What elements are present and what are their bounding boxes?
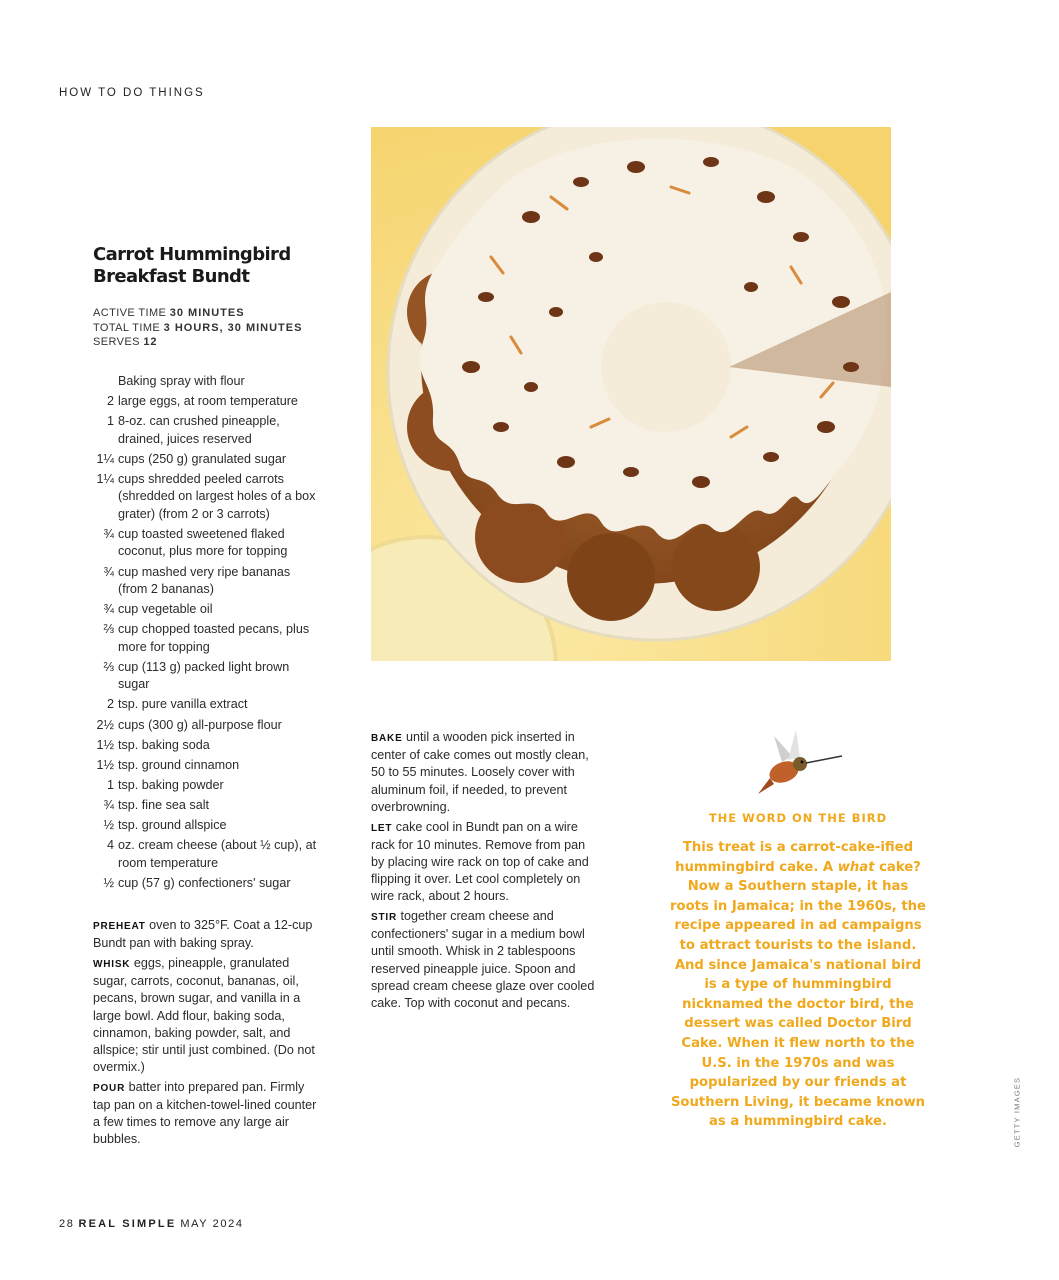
magazine-brand: REAL SIMPLE	[78, 1218, 177, 1230]
ingredient-text: tsp. pure vanilla extract	[118, 697, 248, 712]
ingredient-qty: 1¼	[96, 471, 114, 486]
instructions-right	[371, 729, 599, 1015]
ingredient-item	[88, 393, 320, 411]
active-time: ACTIVE TIME 30 MINUTES	[93, 307, 245, 319]
ingredient-text: cup vegetable oil	[118, 602, 213, 617]
ingredient-item	[88, 696, 320, 714]
ingredient-text: cups shredded peeled carrots (shredded on largest holes of a box grater) (from 2 or 3 carrots)	[118, 471, 316, 521]
step-keyword: BAKE	[371, 733, 403, 744]
ingredient-item	[88, 659, 320, 694]
ingredient-item	[88, 621, 320, 656]
ingredient-text: cup (113 g) packed light brown sugar	[118, 659, 290, 692]
ingredient-qty: 1	[106, 414, 114, 429]
page-footer	[59, 1218, 244, 1230]
ingredient-text: large eggs, at room temperature	[118, 394, 298, 409]
instruction-step	[371, 819, 599, 906]
ingredient-qty: ½	[103, 875, 114, 890]
ingredients-list	[88, 373, 320, 895]
ingredient-item	[88, 817, 320, 835]
ingredient-qty: ¾	[103, 564, 114, 579]
step-text: together cream cheese and confectioners' sugar in a medium bowl until smooth. Whisk in 2 tablespoons reserved pineapple juice. Spoon and spread cream cheese glaze over cooled cake. Top with coconut and pecans.	[371, 909, 595, 1011]
step-keyword: POUR	[93, 1082, 126, 1094]
instruction-step	[371, 729, 599, 816]
step-keyword: LET	[371, 822, 393, 834]
ingredient-item	[88, 564, 320, 599]
step-text: until a wooden pick inserted in center of cake comes out mostly clean, 50 to 55 minutes. Loosely cover with aluminum foil, if needed, to prevent overbrowning.	[371, 730, 589, 814]
page-number: 28	[59, 1218, 75, 1230]
ingredient-text: oz. cream cheese (about ½ cup), at room temperature	[118, 838, 317, 870]
ingredient-qty: ⅔	[103, 622, 114, 637]
instruction-step	[371, 908, 599, 1012]
ingredient-text: cups (300 g) all-purpose flour	[118, 717, 282, 732]
ingredient-item	[88, 837, 320, 872]
sidebar-heading: THE WORD ON THE BIRD	[708, 811, 888, 825]
ingredient-text: tsp. ground allspice	[118, 818, 227, 832]
ingredient-qty: 1¼	[96, 451, 114, 466]
recipe-title: Carrot Hummingbird Breakfast Bundt	[93, 244, 291, 287]
step-keyword: PREHEAT	[93, 921, 146, 932]
step-text: cake cool in Bundt pan on a wire rack for 10 minutes. Remove from pan by placing wire rack on top of cake and flipping it over. Let cool completely on wire rack, about 2 hours.	[371, 819, 589, 904]
servings: SERVES 12	[93, 336, 158, 348]
instruction-step	[93, 917, 317, 952]
ingredient-item	[88, 373, 320, 391]
ingredient-qty: ¾	[103, 602, 114, 617]
instructions-left	[93, 917, 317, 1151]
step-text: eggs, pineapple, granulated sugar, carrots, coconut, bananas, oil, pecans, brown sugar, and vanilla in a large bowl. Add flour, baking soda, cinnamon, baking powder, salt, and allspice; stir until just combined. (Do not overmix.)	[93, 955, 315, 1075]
total-time: TOTAL TIME 3 HOURS, 30 MINUTES	[93, 321, 303, 334]
bundt-cake-photo	[371, 127, 891, 661]
ingredient-qty: ¾	[103, 797, 114, 812]
step-keyword: STIR	[371, 912, 397, 924]
ingredient-qty	[88, 373, 118, 391]
ingredient-qty: 1	[106, 777, 114, 792]
ingredient-item	[88, 757, 320, 775]
ingredient-qty: 1½	[96, 737, 114, 752]
ingredient-qty: ½	[103, 818, 114, 832]
ingredient-qty: ⅔	[103, 659, 114, 674]
recipe-meta	[93, 306, 302, 350]
ingredient-item	[88, 526, 320, 561]
ingredient-item	[88, 717, 320, 735]
ingredient-text: cup (57 g) confectioners' sugar	[118, 875, 291, 890]
ingredient-qty: 4	[106, 838, 114, 853]
ingredient-qty: ¾	[103, 526, 114, 541]
ingredient-item	[88, 471, 320, 524]
step-text: oven to 325°F. Coat a 12-cup Bundt pan with baking spray.	[93, 918, 313, 951]
ingredient-qty: 1½	[96, 757, 114, 772]
instruction-step	[93, 955, 317, 1076]
ingredient-qty: 2	[106, 394, 114, 409]
ingredient-text: tsp. fine sea salt	[118, 797, 210, 812]
step-keyword: WHISK	[93, 958, 131, 970]
ingredient-text: tsp. ground cinnamon	[118, 757, 240, 772]
cake-center-hole	[601, 302, 731, 432]
ingredient-item	[88, 737, 320, 755]
ingredient-text: cup chopped toasted pecans, plus more for topping	[118, 622, 310, 654]
ingredient-item	[88, 797, 320, 815]
ingredient-text: tsp. baking powder	[118, 777, 224, 792]
step-text: batter into prepared pan. Firmly tap pan on a kitchen-towel-lined counter a few times to remove any large air bubbles.	[93, 1079, 317, 1147]
sidebar-body: This treat is a carrot-cake-ified hummingbird cake. A what cake? Now a Southern staple, it has roots in Jamaica; in the 1960s, the recipe appeared in ad campaigns to attract tourists to the island. And since Jamaica's national bird is a type of hummingbird nicknamed the doctor bird, the dessert was called Doctor Bird Cake. When it flew north to the U.S. in the 1970s and was popularized by our friends at Southern Living, it became known as a hummingbird cake.	[670, 840, 926, 1130]
ingredient-qty: 2½	[96, 717, 114, 732]
ingredient-text: Baking spray with flour	[118, 374, 245, 388]
section-label: HOW TO DO THINGS	[59, 87, 205, 99]
ingredient-text: tsp. baking soda	[118, 737, 210, 752]
hummingbird-illustration	[752, 728, 844, 800]
ingredient-item	[88, 413, 320, 448]
ingredient-item	[88, 451, 320, 469]
ingredient-text: 8-oz. can crushed pineapple, drained, juices reserved	[118, 414, 280, 446]
ingredient-item	[88, 601, 320, 619]
ingredient-text: cup mashed very ripe bananas (from 2 bananas)	[118, 564, 291, 597]
ingredient-item	[88, 777, 320, 795]
ingredient-item	[88, 875, 320, 893]
ingredient-qty: 2	[106, 697, 114, 712]
photo-credit: GETTY IMAGES	[1012, 1076, 1022, 1148]
instruction-step	[93, 1079, 317, 1149]
issue-date: MAY 2024	[180, 1218, 244, 1230]
ingredient-text: cup toasted sweetened flaked coconut, plus more for topping	[118, 526, 288, 559]
ingredient-text: cups (250 g) granulated sugar	[118, 451, 287, 466]
